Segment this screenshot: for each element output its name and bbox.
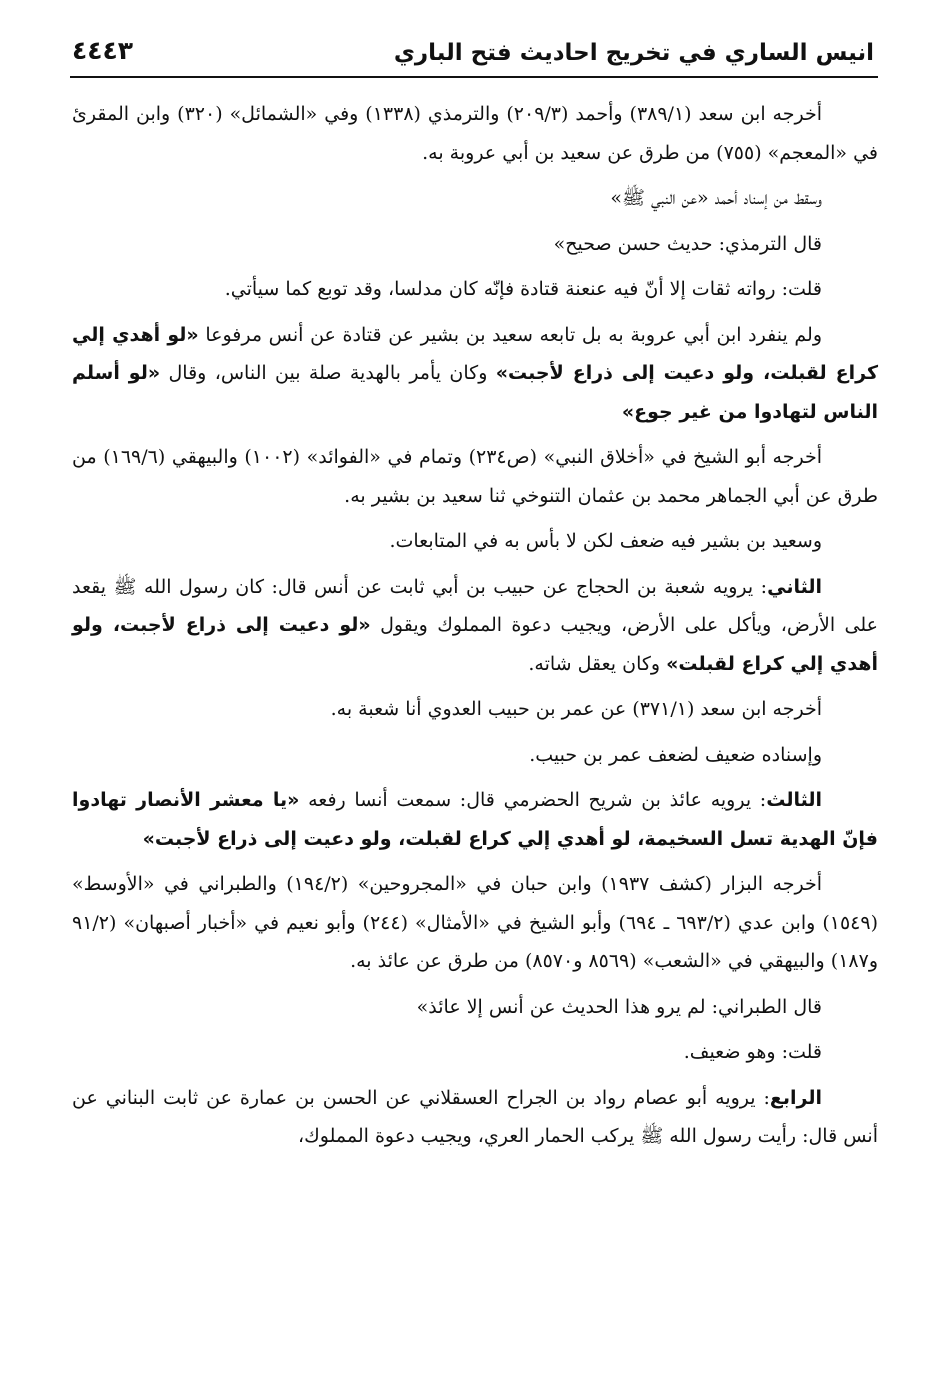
paragraph (72, 1033, 878, 1072)
text-run: قال الترمذي: حديث حسن صحيح» (553, 232, 822, 255)
bold-text-run: «لو أهدي إلي كراع لقبلت، ولو دعيت إلى ذراع لأجبت» (72, 323, 878, 384)
page-number: ٤٤٤٣ (72, 36, 134, 65)
bold-text-run: الثاني (767, 575, 822, 598)
text-run: أخرجه ابن سعد (٣٨٩/١) وأحمد (٢٠٩/٣) والترمذي (١٣٣٨) وفي «الشمائل» (٣٢٠) وابن المقرئ في «المعجم» (٧٥٥) من طرق عن سعيد بن أبي عروبة به. (72, 103, 878, 164)
text-run: ولم ينفرد ابن أبي عروبة به بل تابعه سعيد بن بشير عن قتادة عن أنس مرفوعا (198, 323, 823, 346)
text-run: قال الطبراني: لم يرو هذا الحديث عن أنس إلا عائذ» (416, 995, 822, 1018)
paragraph (72, 736, 878, 775)
text-run: وسقط من إسناد أحمد «عن النبي ﷺ» (610, 187, 822, 209)
paragraph (72, 179, 878, 218)
bold-text-run: «لو أسلم الناس لتهادوا من غير جوع» (72, 362, 878, 423)
paragraph (72, 225, 878, 264)
text-run: قلت: وهو ضعيف. (683, 1041, 822, 1063)
text-run: أخرجه أبو الشيخ في «أخلاق النبي» (ص٢٣٤) وتمام في «الفوائد» (١٠٠٢) والبيهقي (١٦٩/٦) من طرق عن أبي الجماهر محمد بن عثمان التنوخي ثنا سعيد بن بشير به. (72, 446, 878, 507)
bold-text-run: «لو دعيت إلى ذراع لأجبت، ولو أهدي إلي كراع لقبلت» (72, 614, 878, 675)
text-run: أخرجه ابن سعد (٣٧١/١) عن عمر بن حبيب العدوي أنا شعبة به. (330, 698, 822, 720)
text-run: وسعيد بن بشير فيه ضعف لكن لا بأس به في المتابعات. (389, 530, 822, 552)
running-title: انيس الساري في تخريج احاديث فتح الباري (393, 40, 874, 66)
body-text (72, 95, 878, 1163)
page-header (70, 30, 878, 78)
paragraph (72, 865, 878, 981)
text-run: وكان يأمر بالهدية صلة بين الناس، وقال (160, 362, 496, 384)
paragraph (72, 781, 878, 858)
paragraph (72, 316, 878, 432)
text-run: وإسناده ضعيف لضعف عمر بن حبيب. (529, 743, 822, 766)
text-run: : يرويه أبو عصام رواد بن الجراح العسقلاني عن الحسن بن عمارة عن ثابت البناني عن أنس قال: رأيت رسول الله ﷺ يركب الحمار العري، ويجيب دعوة المملوك، (72, 1086, 878, 1147)
paragraph (72, 988, 878, 1027)
paragraph (72, 568, 878, 684)
text-run: وكان يعقل شاته. (528, 652, 667, 675)
paragraph (72, 522, 878, 561)
paragraph (72, 438, 878, 515)
bold-text-run: «يا معشر الأنصار تهادوا فإنّ الهدية تسل السخيمة، لو أهدي إلي كراع لقبلت، ولو دعيت إلى ذراع لأجبت» (72, 789, 878, 850)
bold-text-run: الثالث (766, 789, 822, 811)
paragraph (72, 270, 878, 309)
paragraph (72, 690, 878, 729)
text-run: : يرويه عائذ بن شريح الحضرمي قال: سمعت أنسا رفعه (299, 789, 767, 811)
paragraph (72, 95, 878, 172)
paragraph (72, 1079, 878, 1156)
text-run: قلت: رواته ثقات إلا أنّ فيه عنعنة قتادة فإنّه كان مدلسا، وقد توبع كما سيأتي. (224, 278, 822, 300)
text-run: أخرجه البزار (كشف ١٩٣٧) وابن حبان في «المجروحين» (١٩٤/٢) والطبراني في «الأوسط» (١٥٤٩) وابن عدي (٦٩٣/٢ ـ ٦٩٤) وأبو الشيخ في «الأمثال» (٢٤٤) وأبو نعيم في «أخبار أصبهان» (٩١/٢ و١٨٧) والبيهقي في «الشعب» (٨٥٦٩ و٨٥٧٠) من طرق عن عائذ به. (72, 873, 878, 972)
text-run: : يرويه شعبة بن الحجاج عن حبيب بن أبي ثابت عن أنس قال: كان رسول الله ﷺ يقعد على الأرض، ويأكل على الأرض، ويجيب دعوة المملوك ويقول (72, 575, 878, 636)
bold-text-run: الرابع (769, 1086, 822, 1109)
